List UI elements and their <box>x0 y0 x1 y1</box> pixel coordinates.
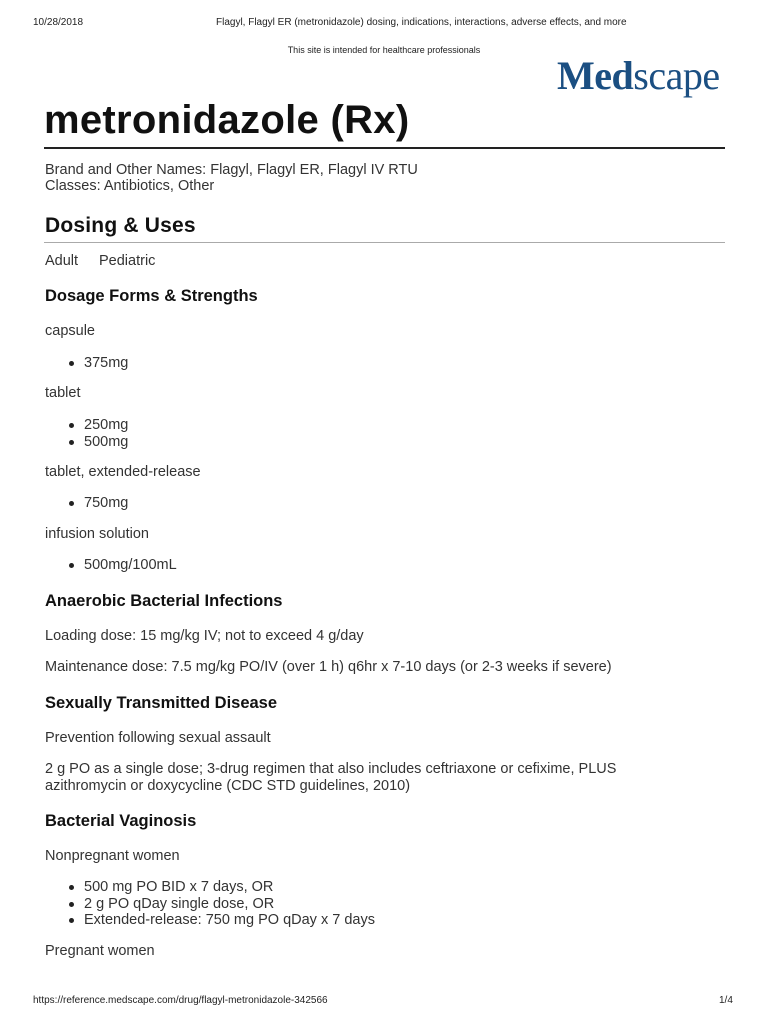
bv-nonpregnant: Nonpregnant women <box>45 848 180 864</box>
form-tablet-er: tablet, extended-release <box>45 464 201 480</box>
std-heading: Sexually Transmitted Disease <box>45 694 278 712</box>
bv-heading: Bacterial Vaginosis <box>45 812 197 830</box>
hcp-notice: This site is intended for healthcare professionals <box>287 45 481 55</box>
list-item: 500mg <box>45 434 128 451</box>
medscape-logo[interactable] <box>557 52 720 100</box>
brand-names: Brand and Other Names: Flagyl, Flagyl ER, Flagyl IV RTU <box>45 162 418 178</box>
tab-adult[interactable]: Adult <box>45 253 79 269</box>
form-infusion: infusion solution <box>45 526 149 542</box>
bv-regimens <box>45 879 375 929</box>
std-regimen-line-1: 2 g PO as a single dose; 3-drug regimen that also includes ceftriaxone or cefixime, PLUS <box>45 761 617 777</box>
section-title: Dosing & Uses <box>45 214 196 237</box>
bv-pregnant: Pregnant women <box>45 943 155 959</box>
capsule-strengths <box>45 355 128 372</box>
tablet-strengths <box>45 417 128 450</box>
list-item: 2 g PO qDay single dose, OR <box>45 896 375 913</box>
list-item: Extended-release: 750 mg PO qDay x 7 days <box>45 912 375 929</box>
logo-part-scape: scape <box>633 53 720 98</box>
list-item: 375mg <box>45 355 128 372</box>
drug-classes: Classes: Antibiotics, Other <box>45 178 215 194</box>
list-item: 500 mg PO BID x 7 days, OR <box>45 879 375 896</box>
std-subheading: Prevention following sexual assault <box>45 730 271 746</box>
logo-part-med: Med <box>557 53 634 98</box>
form-capsule: capsule <box>45 323 95 339</box>
tab-pediatric[interactable]: Pediatric <box>99 253 156 269</box>
maintenance-dose: Maintenance dose: 7.5 mg/kg PO/IV (over 1 h) q6hr x 7-10 days (or 2-3 weeks if severe) <box>45 659 612 675</box>
list-item: 500mg/100mL <box>45 557 177 574</box>
dosage-forms-heading: Dosage Forms & Strengths <box>45 287 258 305</box>
print-page-title: Flagyl, Flagyl ER (metronidazole) dosing, indications, interactions, adverse effects, and more <box>216 17 627 28</box>
std-regimen-line-2: azithromycin or doxycycline (CDC STD guidelines, 2010) <box>45 778 411 794</box>
section-divider <box>44 242 725 243</box>
drug-title: metronidazole (Rx) <box>44 98 410 142</box>
page-number: 1/4 <box>719 995 733 1006</box>
list-item: 250mg <box>45 417 128 434</box>
tablet-er-strengths <box>45 495 128 512</box>
form-tablet: tablet <box>45 385 81 401</box>
anaerobic-heading: Anaerobic Bacterial Infections <box>45 592 283 610</box>
infusion-strengths <box>45 557 177 574</box>
title-divider <box>44 147 725 149</box>
list-item: 750mg <box>45 495 128 512</box>
loading-dose: Loading dose: 15 mg/kg IV; not to exceed 4 g/day <box>45 628 364 644</box>
print-date: 10/28/2018 <box>33 17 84 28</box>
footer-url[interactable]: https://reference.medscape.com/drug/flagyl-metronidazole-342566 <box>33 995 328 1006</box>
